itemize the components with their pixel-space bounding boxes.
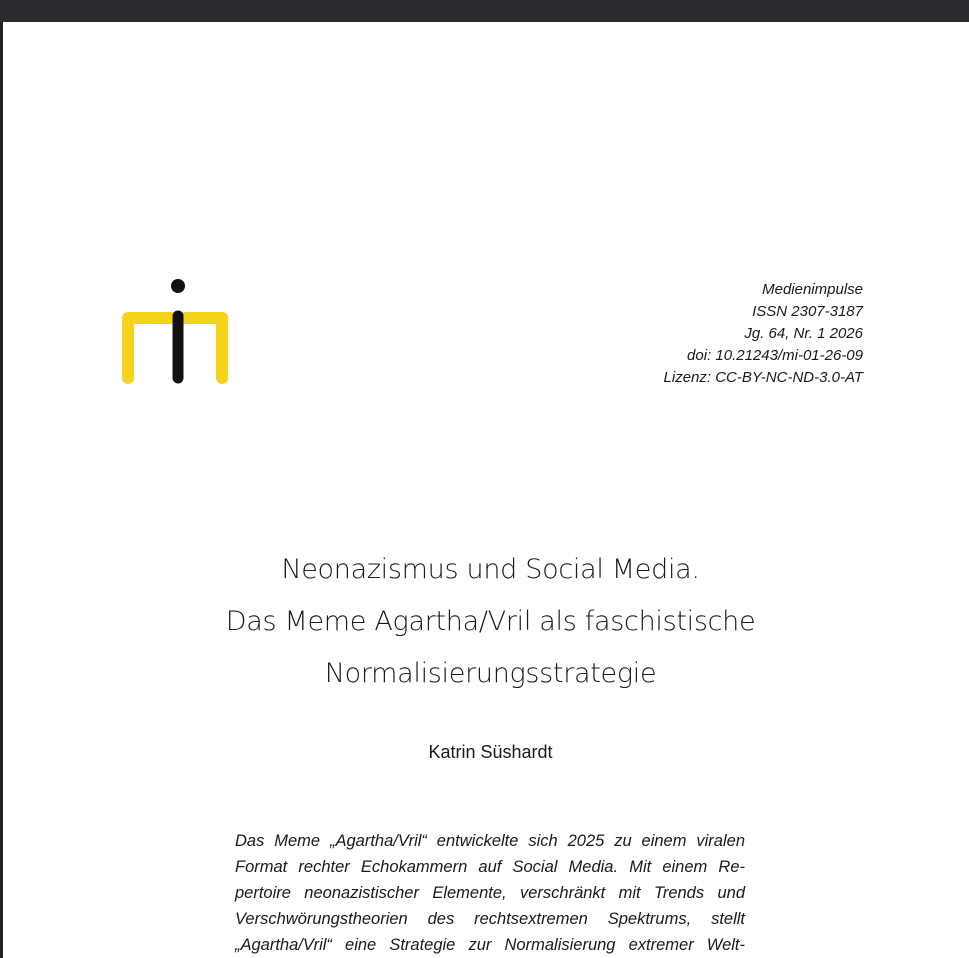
title-line-2: Das Meme Agartha/Vril als faschistische [225, 606, 756, 637]
journal-issue: Jg. 64, Nr. 1 2026 [744, 325, 863, 342]
journal-license: Lizenz: CC-BY-NC-ND-3.0-AT [663, 369, 863, 386]
document-page [3, 22, 969, 958]
journal-doi[interactable]: doi: 10.21243/mi-01-26-09 [687, 347, 863, 364]
abstract-line: Das Meme „Agartha/Vril“ entwickelte sich 2025 zu einem viralen [235, 832, 745, 850]
article-title [3, 544, 969, 700]
viewer-toolbar [0, 0, 969, 22]
journal-name: Medienimpulse [762, 281, 863, 298]
logo-black-dot [171, 279, 185, 293]
title-line-1: Neonazismus und Social Media. [281, 554, 700, 585]
article-abstract [235, 828, 745, 958]
article-author: Katrin Süshardt [428, 742, 553, 762]
journal-issn: ISSN 2307-3187 [752, 303, 863, 320]
journal-metadata [543, 279, 863, 389]
journal-logo [120, 278, 238, 386]
abstract-line: Verschwörungstheorien des rechtsextremen Spektrums, stellt [235, 910, 745, 928]
title-line-3: Normalisierungsstrategie [324, 658, 657, 689]
abstract-line: pertoire neonazistischer Elemente, verschränkt mit Trends und [235, 884, 745, 902]
abstract-line: Format rechter Echokammern auf Social Media. Mit einem Re- [235, 858, 745, 876]
abstract-line: „Agartha/Vril“ eine Strategie zur Normalisierung extremer Welt- [235, 936, 745, 954]
